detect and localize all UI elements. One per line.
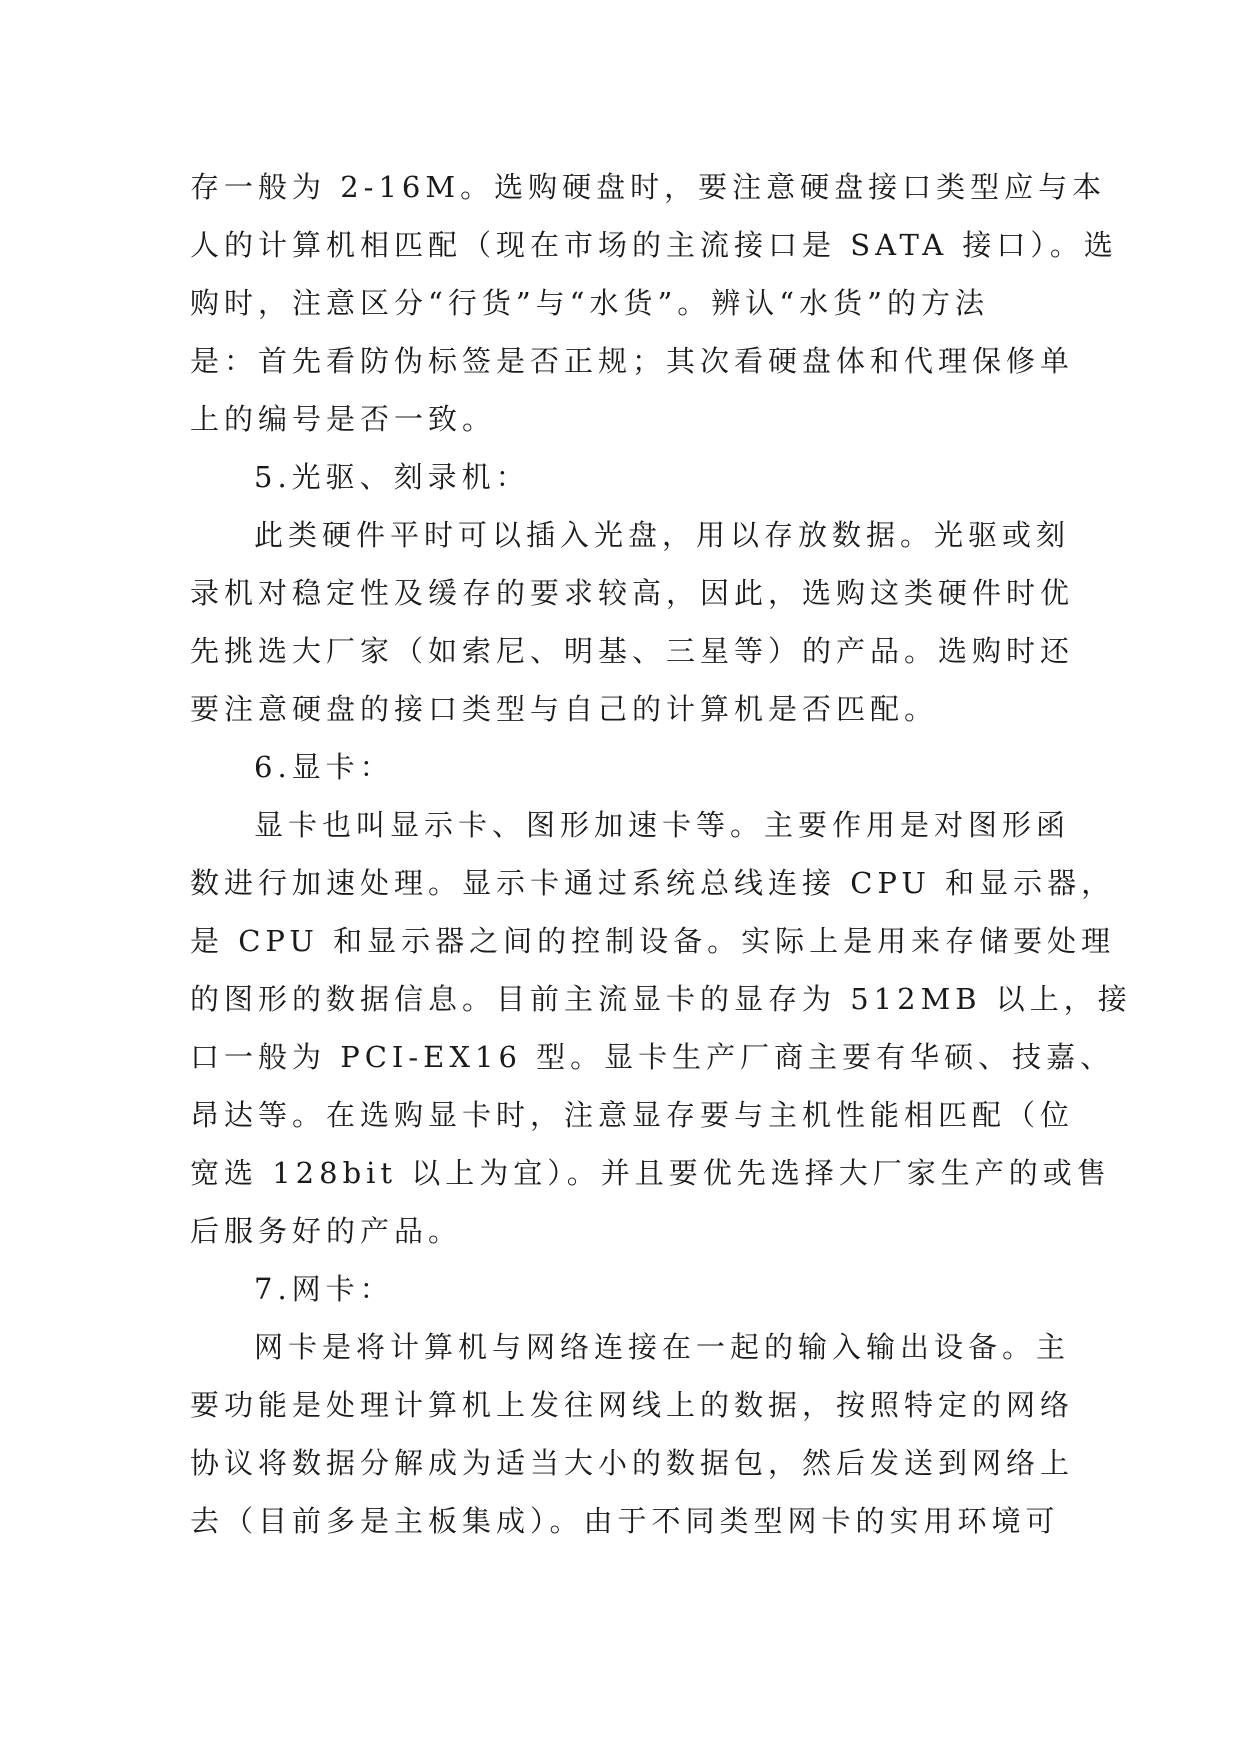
text-line: 的图形的数据信息。目前主流显卡的显存为 512MB 以上，接 [190, 982, 1132, 1016]
text-line: 宽选 128bit 以上为宜）。并且要优先选择大厂家生产的或售 [190, 1156, 1111, 1190]
text-line: 上的编号是否一致。 [190, 402, 497, 436]
text-line: 要功能是处理计算机上发往网线上的数据，按照特定的网络 [190, 1388, 1075, 1422]
text-line: 显卡也叫显示卡、图形加速卡等。主要作用是对图形函 [254, 808, 1071, 842]
text-line: 是：首先看防伪标签是否正规；其次看硬盘体和代理保修单 [190, 344, 1075, 378]
text-line: 此类硬件平时可以插入光盘，用以存放数据。光驱或刻 [254, 518, 1071, 552]
text-line: 昂达等。在选购显卡时，注意显存要与主机性能相匹配（位 [190, 1098, 1075, 1132]
text-line: 网卡是将计算机与网络连接在一起的输入输出设备。主 [254, 1330, 1071, 1364]
text-line: 人的计算机相匹配（现在市场的主流接口是 SATA 接口）。选 [190, 228, 1118, 262]
text-line: 数进行加速处理。显示卡通过系统总线连接 CPU 和显示器， [190, 866, 1116, 900]
body-text [190, 158, 1132, 1550]
section-heading-network-card: 7.网卡： [254, 1272, 394, 1306]
text-line: 购时，注意区分“行货”与“水货”。辨认“水货”的方法 [190, 286, 989, 320]
text-line: 存一般为 2-16M。选购硬盘时，要注意硬盘接口类型应与本 [190, 170, 1107, 204]
text-line: 口一般为 PCI-EX16 型。显卡生产厂商主要有华硕、技嘉、 [190, 1040, 1115, 1074]
text-line: 先挑选大厂家（如索尼、明基、三星等）的产品。选购时还 [190, 634, 1075, 668]
text-line: 录机对稳定性及缓存的要求较高，因此，选购这类硬件时优 [190, 576, 1075, 610]
text-line: 要注意硬盘的接口类型与自己的计算机是否匹配。 [190, 692, 939, 726]
text-line: 协议将数据分解成为适当大小的数据包，然后发送到网络上 [190, 1446, 1075, 1480]
text-line: 后服务好的产品。 [190, 1214, 463, 1248]
section-heading-optical-drive: 5.光驱、刻录机： [254, 460, 530, 494]
text-line: 是 CPU 和显示器之间的控制设备。实际上是用来存储要处理 [190, 924, 1116, 958]
section-heading-graphics-card: 6.显卡： [254, 750, 394, 784]
text-line: 去（目前多是主板集成）。由于不同类型网卡的实用环境可 [190, 1504, 1060, 1538]
